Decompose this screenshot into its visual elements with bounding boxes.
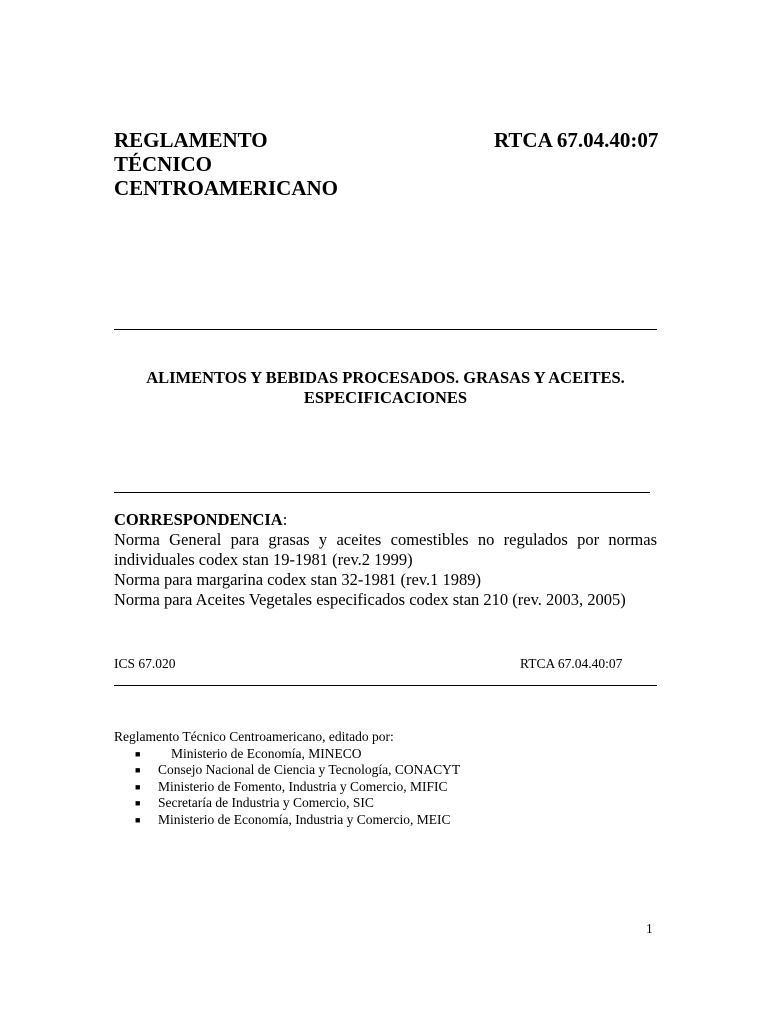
subject-line-2: ESPECIFICACIONES	[303, 388, 468, 407]
regulation-code: RTCA 67.04.40:07	[494, 128, 659, 152]
subject-line-1: ALIMENTOS Y BEBIDAS PROCESADOS. GRASAS Y ACEITES.	[146, 368, 625, 387]
title-line-3: CENTROAMERICANO	[114, 176, 339, 200]
editor-name: Ministerio de Economía, Industria y Comercio, MEIC	[158, 811, 451, 827]
correspondence-section	[114, 510, 657, 610]
rtca-code-small: RTCA 67.04.40:07	[520, 656, 623, 671]
divider-line	[114, 685, 657, 686]
correspondence-heading: CORRESPONDENCIA	[114, 510, 283, 529]
list-item	[114, 795, 657, 812]
correspondence-item: Norma General para grasas y aceites comestibles no regulados por normas individuales codex stan 19-1981 (rev.2 1999)	[114, 530, 657, 569]
square-bullet-icon: ■	[135, 765, 141, 775]
divider-line	[114, 329, 657, 330]
editors-intro: Reglamento Técnico Centroamericano, editado por:	[114, 729, 394, 744]
list-item	[114, 812, 657, 829]
editors-section	[114, 729, 657, 828]
regulation-title	[114, 128, 414, 200]
correspondence-item: Norma para Aceites Vegetales especificados codex stan 210 (rev. 2003, 2005)	[114, 590, 626, 609]
square-bullet-icon: ■	[135, 798, 141, 808]
square-bullet-icon: ■	[135, 781, 141, 792]
list-item	[114, 779, 657, 796]
editor-name: Consejo Nacional de Ciencia y Tecnología, CONACYT	[158, 762, 461, 777]
title-line-1: REGLAMENTO	[114, 128, 268, 152]
square-bullet-icon: ■	[135, 814, 141, 825]
correspondence-colon: :	[282, 510, 288, 529]
list-item	[114, 762, 657, 779]
title-line-2: TÉCNICO	[114, 152, 213, 176]
editor-name: Secretaría de Industria y Comercio, SIC	[158, 795, 374, 810]
editor-name: Ministerio de Economía, MINECO	[171, 745, 362, 761]
list-item	[114, 746, 657, 763]
ics-code: ICS 67.020	[114, 656, 176, 671]
correspondence-item: Norma para margarina codex stan 32-1981 (rev.1 1989)	[114, 570, 481, 589]
divider-line	[114, 492, 650, 493]
square-bullet-icon: ■	[135, 748, 141, 759]
page-number: 1	[646, 921, 653, 936]
editor-name: Ministerio de Fomento, Industria y Comercio, MIFIC	[158, 778, 448, 794]
editors-list	[114, 746, 657, 829]
subject-heading	[114, 368, 657, 408]
